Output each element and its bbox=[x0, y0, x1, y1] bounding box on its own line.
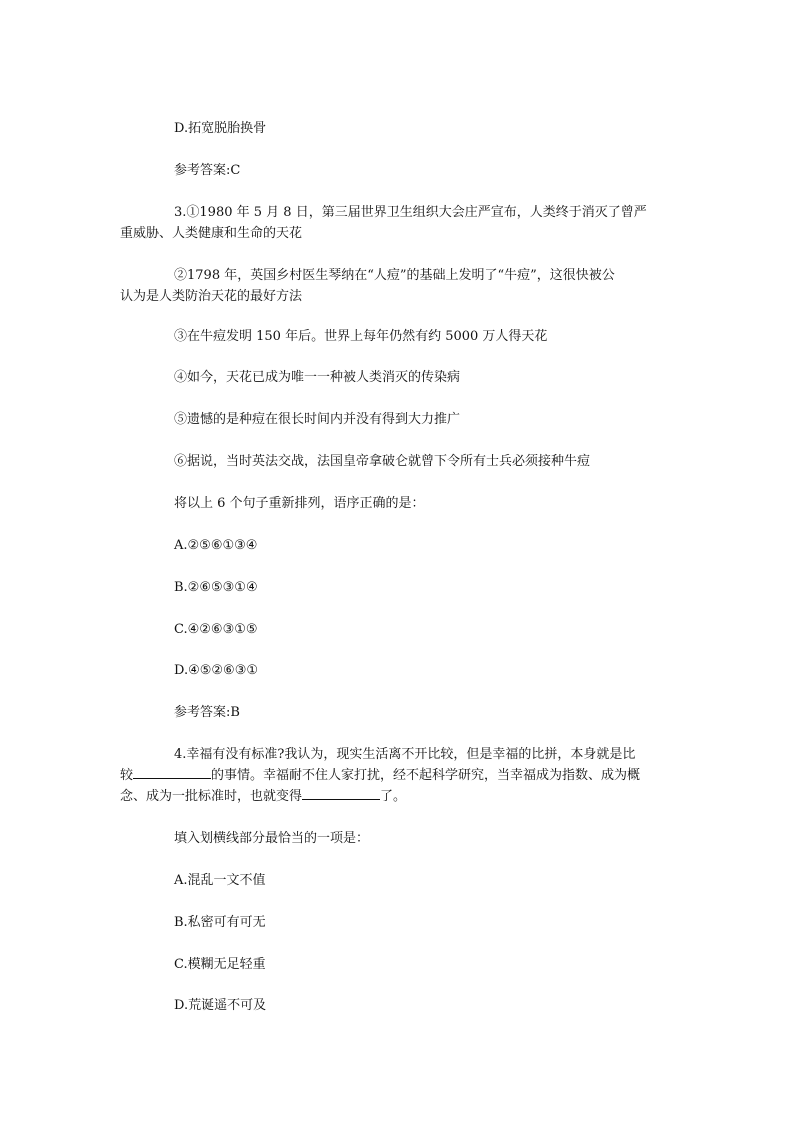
q3-sentence-6: ⑥据说，当时英法交战，法国皇帝拿破仑就曾下令所有士兵必须接种牛痘 bbox=[174, 454, 591, 469]
q2-option-d: D.拓宽脱胎换骨 bbox=[174, 121, 267, 136]
q3-s1-line2: 重威胁、人类健康和生命的天花 bbox=[120, 226, 303, 241]
q3-s2-line1: ②1798 年，英国乡村医生琴纳在“人痘”的基础上发明了“牛痘”，这很快被公 bbox=[174, 268, 615, 283]
q2-answer: 参考答案:C bbox=[174, 163, 241, 178]
q3-sentence-3: ③在牛痘发明 150 年后。世界上每年仍然有约 5000 万人得天花 bbox=[174, 329, 548, 344]
q3-option-c: C.④②⑥③①⑤ bbox=[174, 622, 258, 637]
q4-blank-1 bbox=[133, 766, 211, 779]
q4-line3-end: 了。 bbox=[380, 789, 407, 804]
q3-prompt: 将以上 6 个句子重新排列，语序正确的是： bbox=[174, 496, 425, 511]
q4-prompt: 填入划横线部分最恰当的一项是： bbox=[174, 831, 370, 846]
q4-question bbox=[120, 744, 680, 807]
q3-answer: 参考答案:B bbox=[174, 705, 240, 720]
q4-option-a: A.混乱一文不值 bbox=[174, 873, 266, 888]
q4-option-d: D.荒诞遥不可及 bbox=[174, 998, 267, 1013]
q4-line3 bbox=[120, 786, 680, 807]
q4-blank-2 bbox=[302, 787, 380, 800]
q3-option-d: D.④⑤②⑥③① bbox=[174, 663, 259, 678]
q4-line2 bbox=[120, 765, 680, 786]
q3-option-a: A.②⑤⑥①③④ bbox=[174, 538, 258, 553]
q3-sentence-5: ⑤遗憾的是种痘在很长时间内并没有得到大力推广 bbox=[174, 412, 461, 427]
q3-option-b: B.②⑥⑤③①④ bbox=[174, 580, 258, 595]
q3-sentence-4: ④如今，天花已成为唯一一种被人类消灭的传染病 bbox=[174, 370, 461, 385]
q4-option-b: B.私密可有可无 bbox=[174, 915, 266, 930]
q3-sentence-1 bbox=[120, 202, 680, 244]
q3-s1-line1: 3.①1980 年 5 月 8 日，第三届世界卫生组织大会庄严宣布，人类终于消灭了曾严 bbox=[174, 205, 647, 220]
q3-sentence-2 bbox=[120, 265, 680, 307]
q4-line2-start: 较 bbox=[120, 768, 134, 783]
q4-line2-end: 的事情。幸福耐不住人家打扰，经不起科学研究，当幸福成为指数、成为概 bbox=[211, 768, 641, 783]
q4-line1: 4.幸福有没有标准?我认为，现实生活离不开比较，但是幸福的比拼，本身就是比 bbox=[174, 747, 636, 762]
q3-s2-line2: 认为是人类防治天花的最好方法 bbox=[120, 289, 303, 304]
q4-line3-start: 念、成为一批标准时，也就变得 bbox=[120, 789, 303, 804]
q4-option-c: C.模糊无足轻重 bbox=[174, 957, 266, 972]
